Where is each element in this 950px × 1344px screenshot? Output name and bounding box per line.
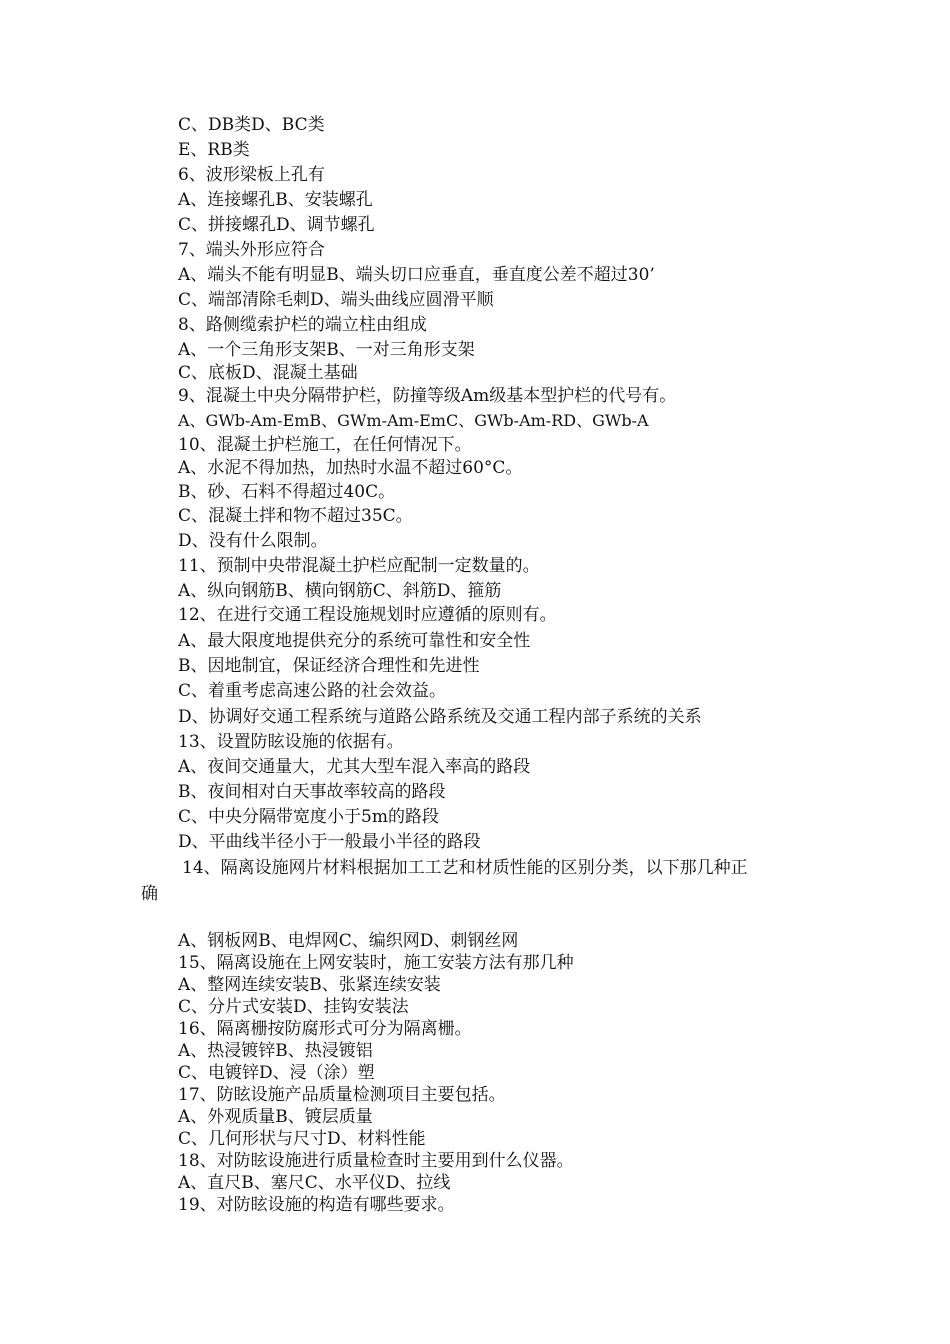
text-line: A、连接螺孔B、安装螺孔 — [178, 190, 373, 210]
text-line: C、混凝土拌和物不超过35C。 — [178, 506, 413, 526]
text-line: A、整网连续安装B、张紧连续安装 — [178, 975, 441, 995]
text-line: A、外观质量B、镀层质量 — [178, 1107, 373, 1127]
text-line: 11、预制中央带混凝土护栏应配制一定数量的。 — [178, 556, 540, 576]
text-line: 9、混凝土中央分隔带护栏，防撞等级Am级基本型护栏的代号有。 — [178, 386, 677, 406]
text-line: 6、波形梁板上孔有 — [178, 165, 325, 185]
text-line: E、RB类 — [178, 140, 250, 160]
text-line: C、着重考虑高速公路的社会效益。 — [178, 681, 447, 701]
text-line: 16、隔离栅按防腐形式可分为隔离栅。 — [178, 1019, 472, 1039]
text-line: B、因地制宜，保证经济合理性和先进性 — [178, 656, 480, 676]
text-line: A、纵向钢筋B、横向钢筋C、斜筋D、箍筋 — [178, 581, 502, 601]
text-line: C、拼接螺孔D、调节螺孔 — [178, 215, 375, 235]
text-line: 12、在进行交通工程设施规划时应遵循的原则有。 — [178, 605, 557, 625]
text-line: A、钢板网B、电焊网C、编织网D、刺钢丝网 — [178, 931, 519, 951]
text-line: 19、对防眩设施的构造有哪些要求。 — [178, 1195, 455, 1215]
text-line: 14、隔离设施网片材料根据加工工艺和材质性能的区别分类，以下那几种正 — [182, 858, 748, 878]
text-line: 确 — [141, 884, 158, 904]
text-line: 13、设置防眩设施的依据有。 — [178, 732, 404, 752]
text-line: C、电镀锌D、浸（涂）塑 — [178, 1063, 375, 1083]
text-line: C、底板D、混凝土基础 — [178, 363, 358, 383]
text-line: D、平曲线半径小于一般最小半径的路段 — [178, 832, 481, 852]
text-line: B、砂、石料不得超过40C。 — [178, 482, 396, 502]
text-line: C、几何形状与尺寸D、材料性能 — [178, 1129, 426, 1149]
text-line: B、夜间相对白天事故率较高的路段 — [178, 782, 446, 802]
text-line: A、端头不能有明显B、端头切口应垂直，垂直度公差不超过30’ — [178, 265, 655, 285]
text-line: A、一个三角形支架B、一对三角形支架 — [178, 340, 475, 360]
text-line: A、直尺B、塞尺C、水平仪D、拉线 — [178, 1173, 451, 1193]
text-line: C、端部清除毛刺D、端头曲线应圆滑平顺 — [178, 290, 494, 310]
text-line: D、协调好交通工程系统与道路公路系统及交通工程内部子系统的关系 — [178, 707, 702, 727]
text-line: D、没有什么限制。 — [178, 531, 328, 551]
text-line: A、热浸镀锌B、热浸镀铝 — [178, 1041, 373, 1061]
text-line: A、最大限度地提供充分的系统可靠性和安全性 — [178, 631, 531, 651]
text-line: 18、对防眩设施进行质量检查时主要用到什么仪器。 — [178, 1151, 574, 1171]
text-line: C、中央分隔带宽度小于5m的路段 — [178, 807, 439, 827]
text-line: 17、防眩设施产品质量检测项目主要包括。 — [178, 1085, 506, 1105]
text-line: 8、路侧缆索护栏的端立柱由组成 — [178, 315, 427, 335]
text-line: A、夜间交通量大，尤其大型车混入率高的路段 — [178, 757, 531, 777]
text-line: 7、端头外形应符合 — [178, 240, 325, 260]
text-line: A、水泥不得加热，加热时水温不超过60°C。 — [178, 458, 523, 478]
text-line: 10、混凝土护栏施工，在任何情况下。 — [178, 435, 472, 455]
text-line: A、GWb-Am-EmB、GWm-Am-EmC、GWb-Am-RD、GWb-A — [178, 411, 649, 430]
text-line: 15、隔离设施在上网安装时，施工安装方法有那几种 — [178, 953, 574, 973]
text-line: C、分片式安装D、挂钩安装法 — [178, 997, 409, 1017]
text-line: C、DB类D、BC类 — [178, 115, 325, 135]
